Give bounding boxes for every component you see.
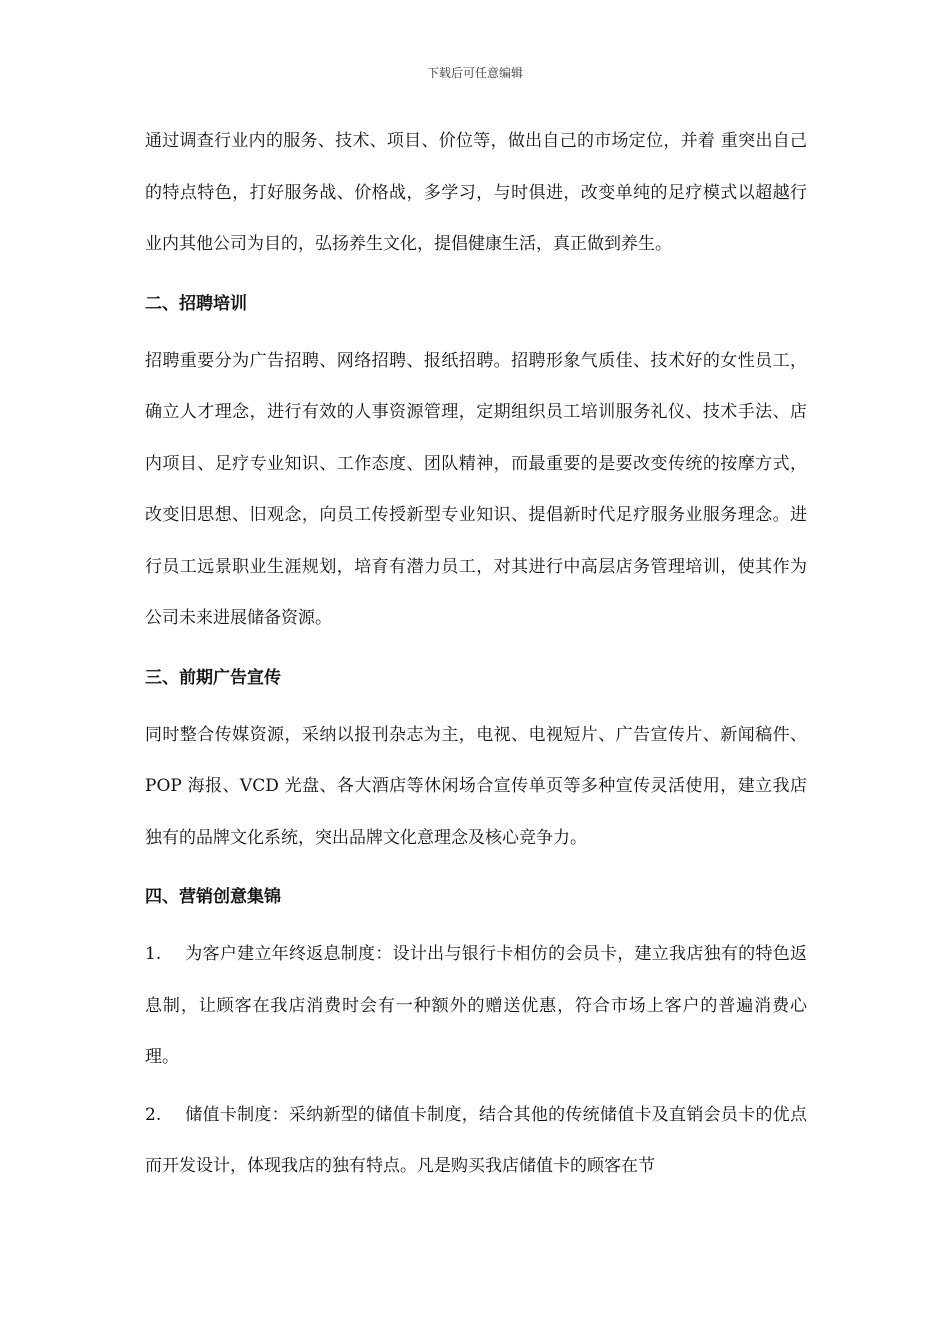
section-heading-marketing: 四、营销创意集锦 bbox=[145, 887, 281, 907]
list-item-number: 1. bbox=[145, 944, 162, 964]
list-item-number: 2. bbox=[145, 1104, 162, 1125]
page-header: 下载后可任意编辑 bbox=[426, 66, 523, 80]
list-item bbox=[145, 1090, 807, 1193]
list-item-text: 储值卡制度：采纳新型的储值卡制度，结合其他的传统储值卡及直销会员卡的优点而开发设计，体现我店的独有特点。凡是购买我店储值卡的顾客在节 bbox=[145, 1104, 807, 1176]
advertising-paragraph: 同时整合传媒资源，采纳以报刊杂志为主，电视、电视短片、广告宣传片、新闻稿件、POP 海报、VCD 光盘、各大酒店等休闲场合宣传单页等多种宣传灵活使用，建立我店独有的品牌文化系统，突出品牌文化意理念及核心竞争力。 bbox=[145, 724, 807, 848]
intro-paragraph: 通过调查行业内的服务、技术、项目、价位等，做出自己的市场定位，并着 重突出自己的特点特色，打好服务战、价格战，多学习，与时俱进，改变单纯的足疗模式以超越行业内其他公司为目的，弘扬养生文化，提倡健康生活，真正做到养生。 bbox=[145, 131, 807, 254]
section-heading-recruitment: 二、招聘培训 bbox=[145, 293, 247, 314]
list-item bbox=[145, 929, 807, 1084]
list-item-text: 为客户建立年终返息制度：设计出与银行卡相仿的会员卡，建立我店独有的特色返息制，让顾客在我店消费时会有一种额外的赠送优惠，符合市场上客户的普遍消费心理。 bbox=[145, 944, 807, 1067]
recruitment-paragraph: 招聘重要分为广告招聘、网络招聘、报纸招聘。招聘形象气质佳、技术好的女性员工，确立人才理念，进行有效的人事资源管理，定期组织员工培训服务礼仪、技术手法、店内项目、足疗专业知识、工作态度、团队精神，而最重要的是要改变传统的按摩方式，改变旧思想、旧观念，向员工传授新型专业知识、提倡新时代足疗服务业服务理念。进行员工远景职业生涯规划，培育有潜力员工，对其进行中高层店务管理培训，使其作为公司未来进展储备资源。 bbox=[145, 350, 807, 628]
document-body bbox=[145, 116, 807, 1199]
section-heading-advertising: 三、前期广告宣传 bbox=[145, 667, 281, 688]
